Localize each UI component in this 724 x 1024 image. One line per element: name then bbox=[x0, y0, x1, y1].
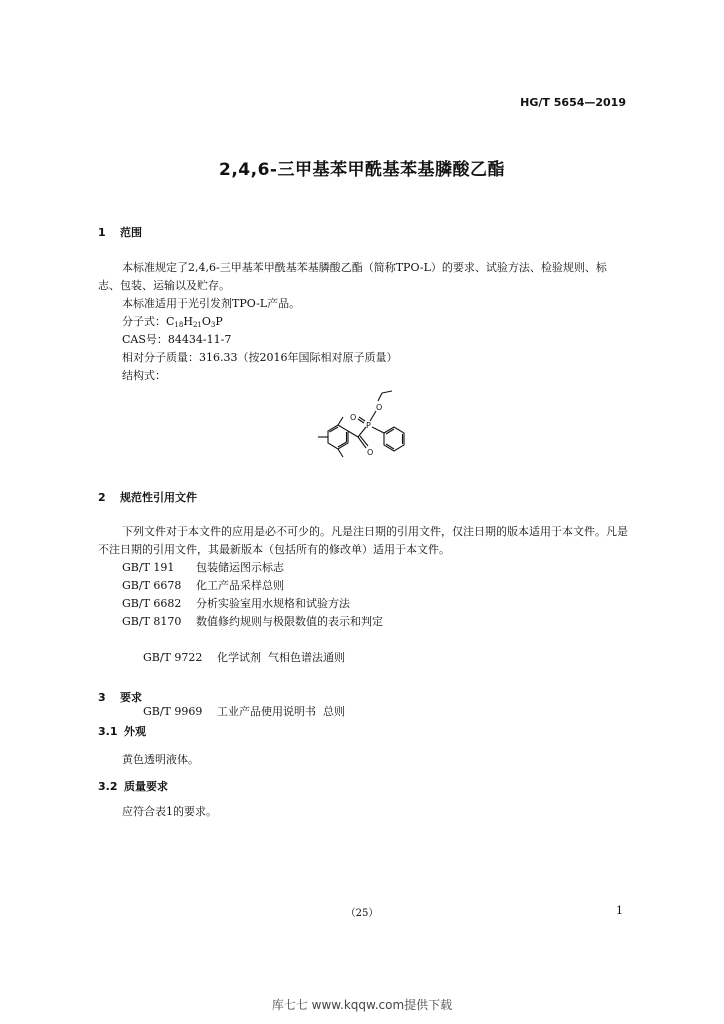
section-number: 2 bbox=[98, 491, 106, 504]
section-title: 范围 bbox=[120, 226, 142, 239]
reference-item bbox=[122, 595, 383, 613]
carbonyl-oxygen-label: O bbox=[367, 448, 374, 457]
formula-subscript: 3 bbox=[210, 321, 216, 329]
structure-label: 结构式： bbox=[122, 369, 166, 382]
formula-element: P bbox=[215, 315, 223, 328]
reference-title: 数值修约规则与极限数值的表示和判定 bbox=[196, 615, 383, 628]
formula-element: O bbox=[201, 315, 211, 328]
reference-list bbox=[122, 559, 383, 739]
reference-code: GB/T 6682 bbox=[122, 597, 182, 610]
formula-label: 分子式： bbox=[122, 315, 166, 328]
subsection-number: 3.2 bbox=[98, 780, 118, 793]
document-title: 2,4,6-三甲基苯甲酰基苯基膦酸乙酯 bbox=[219, 160, 505, 180]
section-number: 3 bbox=[98, 691, 106, 704]
subsection-title: 外观 bbox=[124, 725, 146, 738]
references-intro: 下列文件对于本文件的应用是必不可少的。凡是注日期的引用文件，仅注日期的版本适用于本文件。凡是不注日期的引用文件，其最新版本（包括所有的修改单）适用于本文件。 bbox=[98, 525, 628, 556]
mesityl-ring bbox=[328, 425, 348, 449]
reference-title: 工业产品使用说明书 总则 bbox=[216, 705, 345, 718]
reference-title: 分析实验室用水规格和试验方法 bbox=[196, 597, 350, 610]
subsection-number: 3.1 bbox=[98, 725, 118, 738]
reference-title: 包装储运图示标志 bbox=[196, 561, 284, 574]
ester-bond bbox=[370, 411, 376, 421]
reference-item bbox=[122, 613, 383, 631]
download-watermark: 库七七 www.kqqw.com提供下载 bbox=[271, 998, 453, 1012]
formula-element: H bbox=[183, 315, 193, 328]
subsection-title: 质量要求 bbox=[124, 780, 168, 793]
standard-code: HG/T 5654—2019 bbox=[520, 96, 626, 109]
section-3-2-heading bbox=[98, 778, 168, 794]
formula-subscript: 18 bbox=[174, 321, 184, 329]
reference-code: GB/T 8170 bbox=[122, 615, 182, 628]
phosphorus-label: P bbox=[366, 421, 371, 430]
reference-item bbox=[122, 559, 383, 577]
carbonyl-bond bbox=[348, 431, 358, 437]
methyl-bond bbox=[338, 417, 343, 425]
reference-code: GB/T 191 bbox=[122, 561, 175, 574]
molecular-weight: 相对分子质量：316.33（按2016年国际相对原子质量） bbox=[122, 351, 398, 364]
quality-requirement-text: 应符合表1的要求。 bbox=[122, 805, 217, 818]
appearance-text: 黄色透明液体。 bbox=[122, 753, 199, 766]
chemical-structure-diagram bbox=[300, 383, 420, 473]
ethyl-bond bbox=[378, 393, 382, 401]
reference-item bbox=[122, 685, 383, 739]
phosphoryl-oxygen-label: O bbox=[350, 413, 357, 422]
section-number: 1 bbox=[98, 226, 106, 239]
cas-number: CAS号：84434-11-7 bbox=[122, 333, 232, 346]
carbon-phosphorus-bond bbox=[358, 427, 366, 437]
phenyl-ring bbox=[384, 427, 404, 451]
phenyl-bond bbox=[372, 427, 384, 433]
section-3-1-heading bbox=[98, 723, 146, 739]
reference-item bbox=[122, 631, 383, 685]
formula-element: C bbox=[166, 315, 175, 328]
page-number: 1 bbox=[616, 904, 623, 917]
ester-oxygen-label: O bbox=[376, 403, 383, 412]
reference-code: GB/T 9722 bbox=[142, 651, 203, 664]
footer-page-label: （25） bbox=[345, 908, 379, 919]
scope-applicability: 本标准适用于光引发剂TPO-L产品。 bbox=[122, 297, 301, 310]
reference-code: GB/T 9969 bbox=[142, 705, 203, 718]
formula-subscript: 21 bbox=[192, 321, 202, 329]
reference-title: 化学试剂 气相色谱法通则 bbox=[216, 651, 345, 664]
ethyl-bond bbox=[382, 391, 392, 393]
methyl-bond bbox=[338, 449, 343, 457]
scope-paragraph: 本标准规定了2,4,6-三甲基苯甲酰基苯基膦酸乙酯（简称TPO-L）的要求、试验方法、检验规则、标志、包装、运输以及贮存。 bbox=[98, 261, 607, 292]
section-1-heading bbox=[98, 224, 142, 240]
section-3-heading bbox=[98, 689, 142, 705]
section-title: 要求 bbox=[120, 691, 142, 704]
reference-code: GB/T 6678 bbox=[122, 579, 182, 592]
section-2-heading bbox=[98, 489, 197, 505]
reference-item bbox=[122, 577, 383, 595]
section-title: 规范性引用文件 bbox=[120, 491, 197, 504]
reference-title: 化工产品采样总则 bbox=[196, 579, 284, 592]
